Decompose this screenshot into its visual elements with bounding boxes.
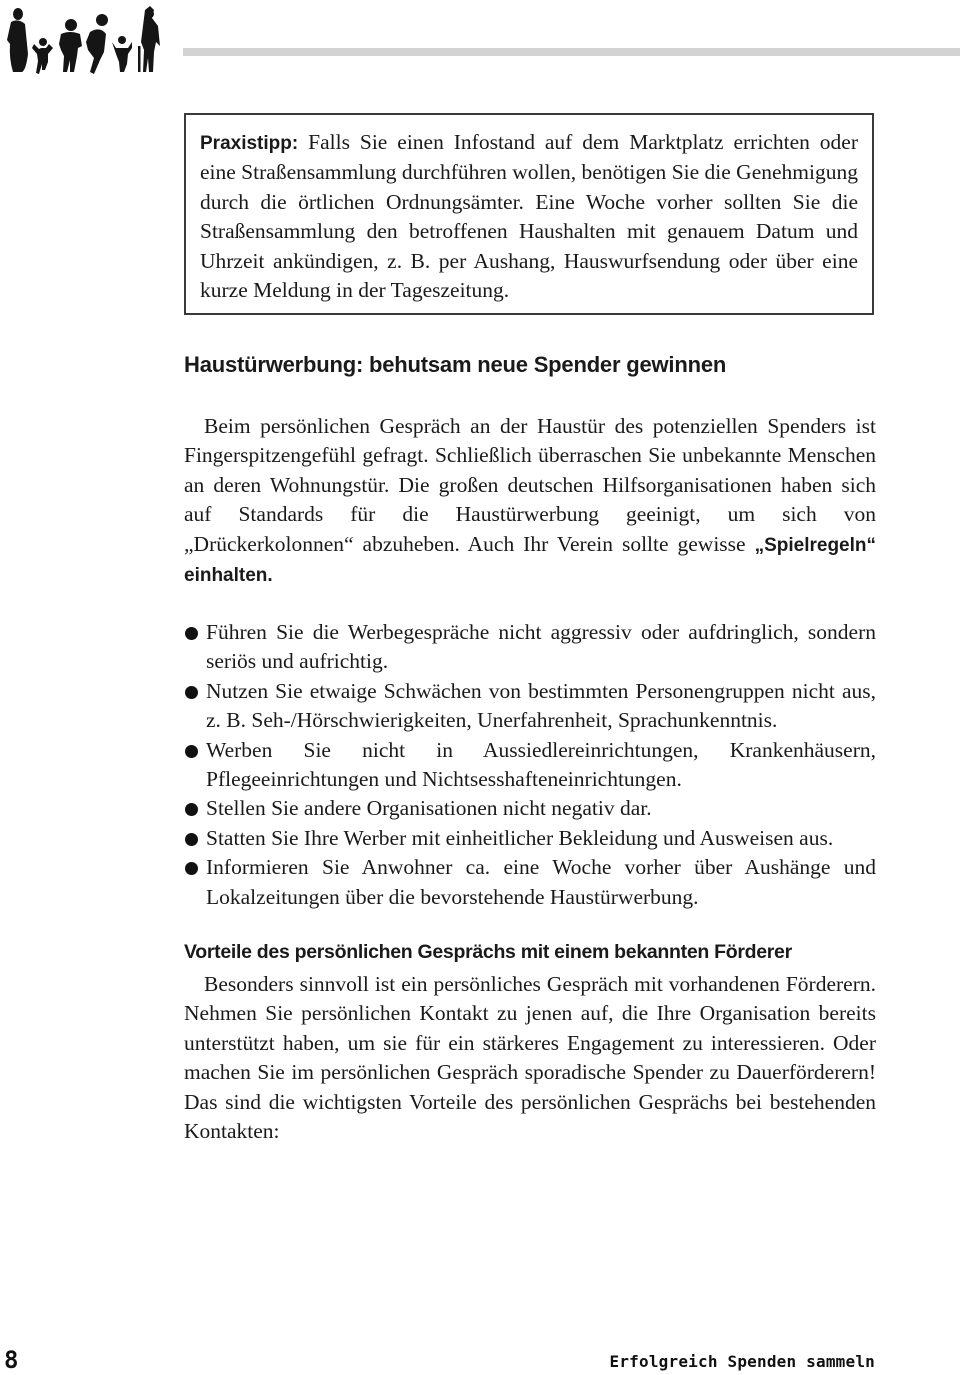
bullet-icon [185, 686, 198, 699]
list-item [184, 736, 876, 795]
section2-paragraph-text: Besonders sinnvoll ist ein persönliches Gespräch mit vorhandenen Förderern. Nehmen Sie persönlichen Kontakt zu jenen auf, die Ihre Organisation bereits unterstützt haben, um sie für ein stärkeres Engagement zu interessieren. Oder machen Sie im persönlichen Gespräch sporadische Spender zu Dauerförderern! Das sind die wichtigsten Vorteile des persönlichen Gesprächs bei bestehenden Kontakten: [184, 972, 876, 1144]
section-heading-haustuerwerbung: Haustürwerbung: behutsam neue Spender gewinnen [184, 352, 727, 377]
list-item-text: Statten Sie Ihre Werber mit einheitlicher Bekleidung und Ausweisen aus. [206, 825, 834, 850]
list-item-text: Informieren Sie Anwohner ca. eine Woche vorher über Aushänge und Lokalzeitungen über die bevorstehende Haustürwerbung. [206, 855, 876, 909]
bullet-icon [185, 833, 198, 846]
spielregeln-list [184, 618, 876, 912]
spielregeln-emphasis: „Spielregeln“ einhalten. [184, 534, 876, 587]
running-title: Erfolgreich Spenden sammeln [609, 1352, 875, 1371]
list-item [184, 618, 876, 677]
page-number: 8 [4, 1346, 19, 1374]
section2-paragraph [184, 970, 876, 1146]
bullet-icon [185, 862, 198, 875]
list-item [184, 853, 876, 912]
list-item [184, 677, 876, 736]
header-rule [183, 48, 960, 56]
list-item-text: Stellen Sie andere Organisationen nicht negativ dar. [206, 796, 652, 821]
list-item [184, 824, 876, 853]
list-item-text: Führen Sie die Werbegespräche nicht aggressiv oder aufdringlich, sondern seriös und aufrichtig. [206, 620, 876, 674]
section-heading-vorteile: Vorteile des persönlichen Gesprächs mit einem bekannten Förderer [184, 941, 792, 963]
bullet-icon [185, 803, 198, 816]
praxistipp-box [184, 113, 874, 315]
bullet-icon [185, 745, 198, 758]
bullet-icon [185, 627, 198, 640]
praxistipp-text [200, 128, 858, 305]
list-item-text: Werben Sie nicht in Aussiedlereinrichtungen, Krankenhäusern, Pflegeeinrichtungen und Nichtsesshafteneinrichtungen. [206, 737, 876, 792]
praxistipp-label: Praxistipp: [200, 133, 299, 154]
list-item-text: Nutzen Sie etwaige Schwächen von bestimmten Personengruppen nicht aus, z. B. Seh-/Hörschwierigkeiten, Unerfahrenheit, Sprachunkenntnis. [206, 678, 876, 733]
list-item [184, 794, 876, 823]
section1-paragraph-text: Beim persönlichen Gespräch an der Haustür des potenziellen Spenders ist Fingerspitzengefühl gefragt. Schließlich überraschen Sie unbekannte Menschen an deren Wohnungstür. Die großen deutschen Hilfsorganisationen haben sich auf Standards für die Haustürwerbung geeinigt, um sich von „Drückerkolonnen“ abzuheben. Auch Ihr Verein sollte gewisse [184, 414, 876, 556]
family-figures-icon [4, 4, 160, 74]
section1-paragraph [184, 412, 876, 590]
praxistipp-body: Falls Sie einen Infostand auf dem Marktplatz errichten oder eine Straßensammlung durchführen wollen, benötigen Sie die Genehmigung durch die örtlichen Ordnungsämter. Eine Woche vorher sollten Sie die Straßensammlung den betroffenen Haushalten mit genauem Datum und Uhrzeit ankündigen, z. B. per Aushang, Hauswurfsendung oder über eine kurze Meldung in der Tageszeitung. [200, 130, 858, 303]
